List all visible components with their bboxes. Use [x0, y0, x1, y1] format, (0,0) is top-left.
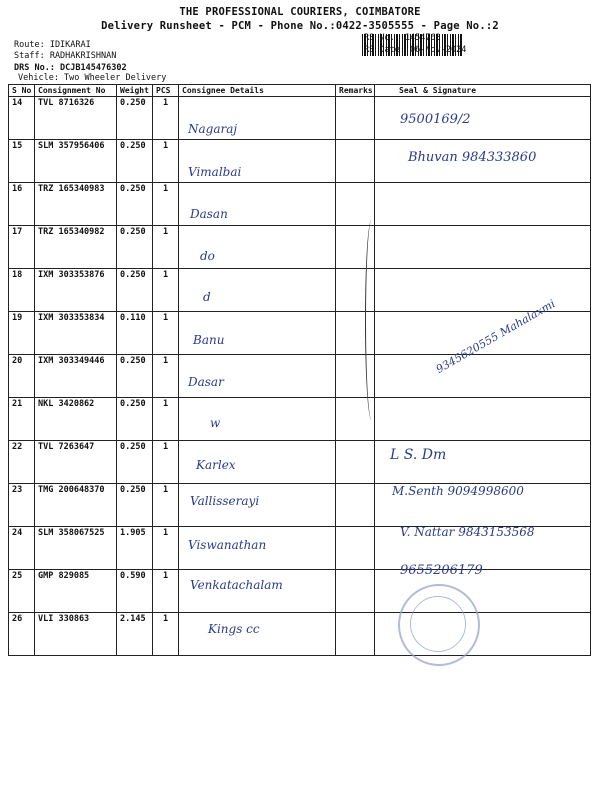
- row-sno: 17: [9, 226, 35, 269]
- row-remarks: [336, 183, 375, 226]
- handwritten-signature: M.Senth 9094998600: [392, 484, 524, 498]
- col-pcs: PCS: [153, 85, 179, 97]
- row-pcs: 1: [153, 312, 179, 355]
- row-weight: 0.250: [117, 441, 153, 484]
- company-title: THE PROFESSIONAL COURIERS, COIMBATORE: [179, 6, 421, 18]
- handwritten-consignee-name: Venkatachalam: [190, 578, 283, 592]
- row-sno: 14: [9, 97, 35, 140]
- row-sno: 20: [9, 355, 35, 398]
- table-row: [9, 269, 591, 312]
- handwritten-consignee-name: Nagaraj: [188, 122, 238, 136]
- handwritten-signature: 9345620555 Mahalaxmi: [433, 297, 558, 376]
- row-sno: 21: [9, 398, 35, 441]
- row-remarks: [336, 613, 375, 656]
- row-consignment-no: GMP 829085: [35, 570, 117, 613]
- handwritten-consignee-name: Karlex: [196, 458, 236, 472]
- handwritten-consignee-name: Viswanathan: [188, 538, 267, 552]
- handwritten-consignee-name: Kings cc: [208, 622, 260, 636]
- handwritten-signature: V. Nattar 9843153568: [400, 525, 535, 539]
- col-weight: Weight: [117, 85, 153, 97]
- row-remarks: [336, 570, 375, 613]
- row-consignment-no: SLM 357956406: [35, 140, 117, 183]
- row-consignment-no: SLM 358067525: [35, 527, 117, 570]
- handwritten-signature: L S. Dm: [390, 447, 447, 463]
- rs-number: RS No.: 1454763: [364, 33, 441, 43]
- col-consignment: Consignment No: [35, 85, 117, 97]
- row-weight: 0.110: [117, 312, 153, 355]
- row-pcs: 1: [153, 269, 179, 312]
- row-sno: 23: [9, 484, 35, 527]
- row-sno: 24: [9, 527, 35, 570]
- row-consignment-no: IXM 303353834: [35, 312, 117, 355]
- row-consignment-no: IXM 303353876: [35, 269, 117, 312]
- runsheet-subtitle: Delivery Runsheet - PCM - Phone No.:0422-3505555 - Page No.:2: [101, 20, 499, 32]
- row-pcs: 1: [153, 355, 179, 398]
- drs-label: DRS No.: DCJB145476302: [14, 63, 127, 73]
- row-pcs: 1: [153, 140, 179, 183]
- route-label: Route: IDIKARAI: [14, 40, 91, 50]
- row-weight: 1.905: [117, 527, 153, 570]
- row-remarks: [336, 527, 375, 570]
- row-weight: 0.250: [117, 484, 153, 527]
- table-row: [9, 226, 591, 269]
- handwritten-consignee-name: do: [200, 249, 215, 263]
- row-consignment-no: TVL 7263647: [35, 441, 117, 484]
- row-remarks: [336, 140, 375, 183]
- handwritten-consignee-name: Vallisserayi: [190, 494, 260, 508]
- row-consignment-no: VLI 330863: [35, 613, 117, 656]
- col-seal-signature: Seal & Signature: [375, 85, 591, 97]
- row-weight: 0.590: [117, 570, 153, 613]
- row-pcs: 1: [153, 398, 179, 441]
- handwritten-consignee-name: Dasan: [190, 207, 228, 221]
- row-consignment-no: NKL 3420862: [35, 398, 117, 441]
- handwritten-consignee-name: w: [210, 416, 221, 430]
- table-row: [9, 183, 591, 226]
- row-seal-signature: [375, 226, 591, 269]
- row-seal-signature: [375, 183, 591, 226]
- row-consignment-no: TRZ 165340983: [35, 183, 117, 226]
- row-weight: 2.145: [117, 613, 153, 656]
- row-weight: 0.250: [117, 183, 153, 226]
- row-remarks: [336, 97, 375, 140]
- table-row: [9, 398, 591, 441]
- table-row: [9, 441, 591, 484]
- row-sno: 15: [9, 140, 35, 183]
- row-pcs: 1: [153, 570, 179, 613]
- handwritten-consignee-name: d: [203, 290, 211, 304]
- row-weight: 0.250: [117, 355, 153, 398]
- handwritten-consignee-name: Vimalbai: [188, 165, 242, 179]
- col-consignee: Consignee Details: [179, 85, 336, 97]
- row-consignee-details: [179, 398, 336, 441]
- table-row: [9, 355, 591, 398]
- courier-seal-stamp: [398, 584, 480, 666]
- table-row: [9, 613, 591, 656]
- row-weight: 0.250: [117, 226, 153, 269]
- handwritten-signature: 9500169/2: [400, 112, 471, 127]
- row-sno: 25: [9, 570, 35, 613]
- row-remarks: [336, 484, 375, 527]
- row-consignment-no: TVL 8716326: [35, 97, 117, 140]
- row-consignment-no: IXM 303349446: [35, 355, 117, 398]
- rs-date: RS Date: 06-Nov-2024: [364, 45, 467, 55]
- row-sno: 26: [9, 613, 35, 656]
- row-sno: 18: [9, 269, 35, 312]
- row-sno: 22: [9, 441, 35, 484]
- row-consignment-no: TMG 200648370: [35, 484, 117, 527]
- table-row: [9, 97, 591, 140]
- row-pcs: 1: [153, 183, 179, 226]
- row-pcs: 1: [153, 226, 179, 269]
- row-pcs: 1: [153, 441, 179, 484]
- row-seal-signature: [375, 269, 591, 312]
- row-weight: 0.250: [117, 140, 153, 183]
- row-pcs: 1: [153, 97, 179, 140]
- row-consignment-no: TRZ 165340982: [35, 226, 117, 269]
- table-header-row: [9, 85, 591, 97]
- staff-label: Staff: RADHAKRISHNAN: [14, 51, 117, 61]
- remarks-scribble-line: [365, 220, 378, 420]
- row-pcs: 1: [153, 484, 179, 527]
- row-sno: 16: [9, 183, 35, 226]
- handwritten-consignee-name: Banu: [193, 333, 225, 347]
- row-seal-signature: [375, 398, 591, 441]
- handwritten-consignee-name: Dasar: [188, 375, 224, 389]
- row-sno: 19: [9, 312, 35, 355]
- vehicle-label: Vehicle: Two Wheeler Delivery: [18, 73, 167, 83]
- row-weight: 0.250: [117, 97, 153, 140]
- row-weight: 0.250: [117, 269, 153, 312]
- row-weight: 0.250: [117, 398, 153, 441]
- col-sno: S No: [9, 85, 35, 97]
- row-seal-signature: [375, 355, 591, 398]
- handwritten-signature: 9655206179: [400, 563, 483, 578]
- row-pcs: 1: [153, 527, 179, 570]
- row-remarks: [336, 441, 375, 484]
- col-remarks: Remarks: [336, 85, 375, 97]
- runsheet-table: [8, 84, 591, 656]
- handwritten-signature: Bhuvan 984333860: [408, 150, 537, 165]
- table-row: [9, 570, 591, 613]
- row-pcs: 1: [153, 613, 179, 656]
